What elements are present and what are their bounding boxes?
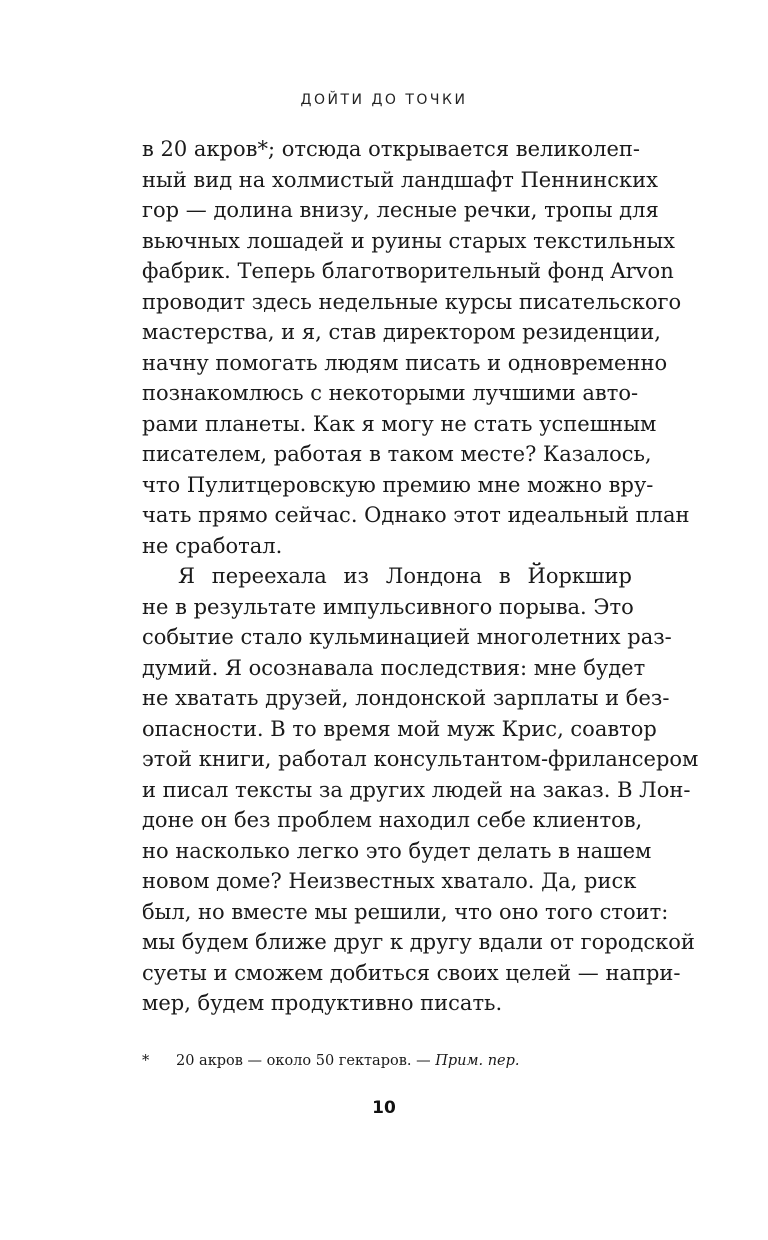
running-head: ДОЙТИ ДО ТОЧКИ — [300, 92, 468, 108]
text-line: не хватать друзей, лондонской зарплаты и без- — [142, 686, 670, 710]
text-line: думий. Я осознавала последствия: мне будет — [142, 655, 646, 680]
text-line: гор — долина внизу, лесные речки, тропы для — [142, 198, 659, 222]
text-line: Я переехала из Лондона в Йоркшир — [178, 564, 632, 588]
footnote-translator-note: Прим. пер. — [435, 1053, 520, 1069]
text-line: познакомлюсь с некоторыми лучшими авто- — [142, 381, 639, 405]
text-line: писателем, работая в таком месте? Казалось, — [142, 442, 652, 466]
text-line: опасности. В то время мой муж Крис, соавтор — [142, 716, 657, 741]
text-line: ный вид на холмистый ландшафт Пеннинских — [142, 167, 658, 192]
text-line: и писал тексты за других людей на заказ. В Лон- — [142, 777, 691, 802]
footnote-text: 20 акров — около 50 гектаров. — — [176, 1053, 436, 1069]
text-line: что Пулитцеровскую премию мне можно вру- — [142, 472, 654, 497]
text-line: событие стало кульминацией многолетних раз- — [142, 625, 672, 649]
text-line: в 20 акров*; отсюда открывается великолеп- — [142, 137, 640, 161]
text-line: этой книги, работал консультантом-фрилансером — [142, 747, 699, 771]
text-line: начну помогать людям писать и одновременно — [142, 350, 668, 375]
paragraph-2 — [142, 561, 699, 1019]
text-line: чать прямо сейчас. Однако этот идеальный план — [142, 503, 690, 527]
text-line: мер, будем продуктивно писать. — [142, 991, 503, 1015]
text-line: фабрик. Теперь благотворительный фонд Arvon — [142, 259, 674, 283]
text-line: мы будем ближе друг к другу вдали от городской — [142, 930, 695, 954]
footnote-mark: * — [142, 1053, 150, 1069]
body-text — [142, 134, 699, 1019]
paragraph-1 — [142, 134, 690, 561]
text-line: мастерства, и я, став директором резиденции, — [142, 320, 661, 344]
text-line: был, но вместе мы решили, что оно того стоит: — [142, 899, 669, 924]
text-line: рами планеты. Как я могу не стать успешным — [142, 411, 657, 436]
text-line: вьючных лошадей и руины старых текстильных — [142, 228, 676, 253]
text-line: но насколько легко это будет делать в нашем — [142, 838, 652, 863]
text-line: проводит здесь недельные курсы писательского — [142, 289, 682, 314]
text-line: суеты и сможем добиться своих целей — напри- — [142, 960, 681, 985]
text-line: не сработал. — [142, 533, 283, 558]
footnote — [142, 1053, 632, 1069]
text-line: доне он без проблем находил себе клиентов, — [142, 808, 643, 832]
page-number: 10 — [372, 1098, 396, 1118]
text-line: не в результате импульсивного порыва. Это — [142, 594, 634, 619]
text-line: новом доме? Неизвестных хватало. Да, риск — [142, 869, 637, 893]
